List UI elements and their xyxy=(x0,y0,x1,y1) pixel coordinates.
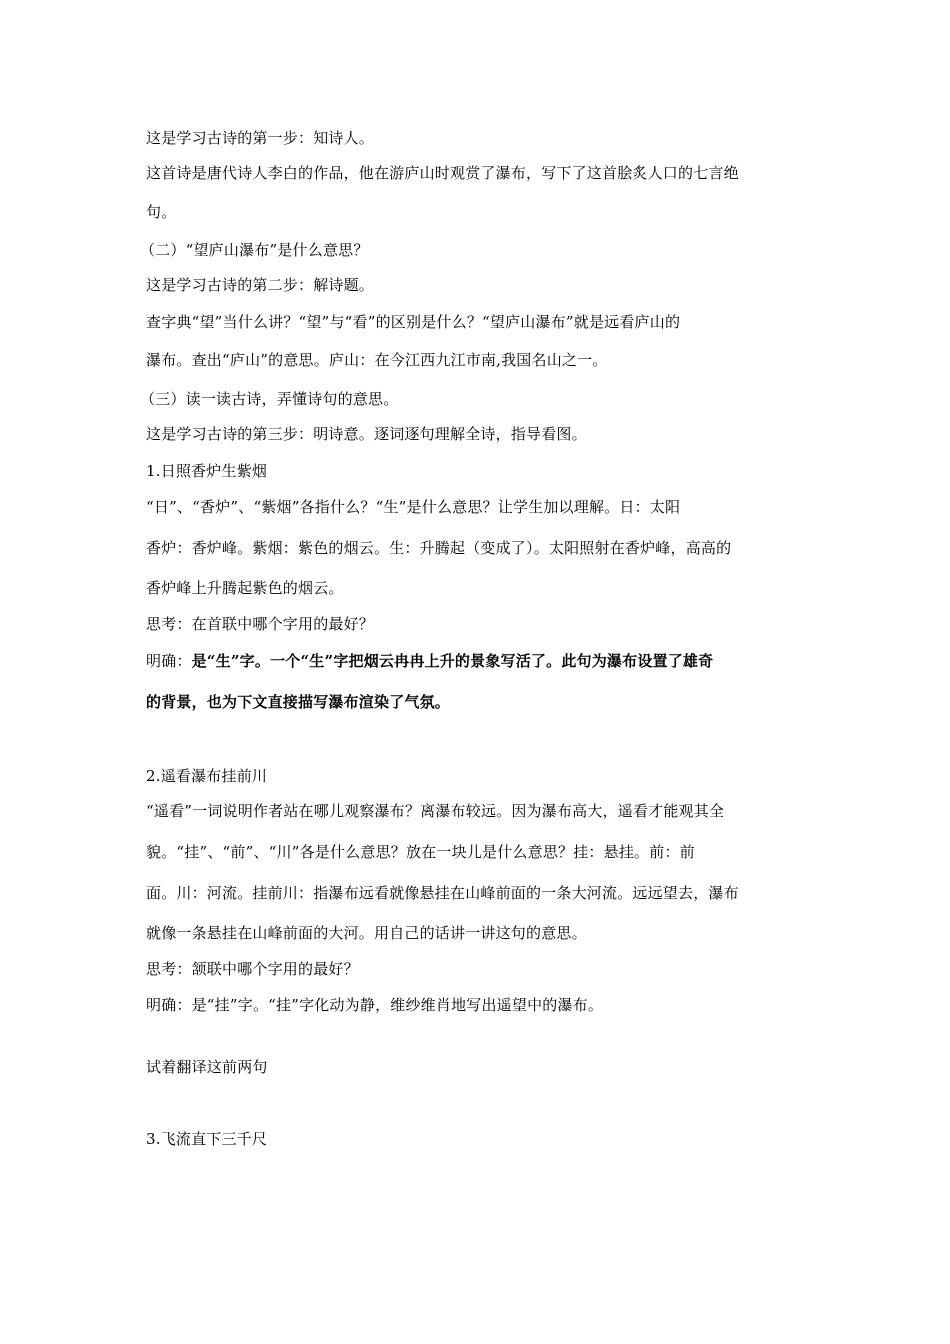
paragraph-line: 面。川：河流。挂前川：指瀑布远看就像悬挂在山峰前面的一条大河流。远远望去，瀑布 xyxy=(146,884,739,902)
paragraph-line: 这首诗是唐代诗人李白的作品，他在游庐山时观赏了瀑布，写下了这首脍炙人口的七言绝 xyxy=(146,164,739,182)
paragraph-line: 这是学习古诗的第三步：明诗意。逐词逐句理解全诗，指导看图。 xyxy=(146,425,587,443)
paragraph-line: 这是学习古诗的第一步：知诗人。 xyxy=(146,129,375,147)
answer-line xyxy=(146,651,713,671)
paragraph-line: 貌。“挂”、“前”、“川”各是什么意思？放在一块儿是什么意思？挂：悬挂。前：前 xyxy=(146,843,695,861)
paragraph-line: 思考：在首联中哪个字用的最好？ xyxy=(146,615,375,633)
answer-bold-text: 的背景，也为下文直接描写瀑布渲染了气氛。 xyxy=(146,693,451,711)
paragraph-line: 明确：是“挂”字。“挂”字化动为静，维纱维肖地写出遥望中的瀑布。 xyxy=(146,996,604,1014)
paragraph-line: “遥看”一词说明作者站在哪儿观察瀑布？离瀑布较远。因为瀑布高大，遥看才能观其全 xyxy=(146,802,725,820)
poem-line-heading: 1.日照香炉生紫烟 xyxy=(146,462,268,480)
answer-bold-text: 是“生”字。一个“生”字把烟云冉冉上升的景象写活了。此句为瀑布设置了雄奇 xyxy=(191,652,714,670)
paragraph-line: “日”、“香炉”、“紫烟”各指什么？“生”是什么意思？让学生加以理解。日：太阳 xyxy=(146,498,681,516)
paragraph-line: 查字典“望”当什么讲？“望”与“看”的区别是什么？“望庐山瀑布”就是远看庐山的 xyxy=(146,313,681,331)
section-heading: （三）读一读古诗，弄懂诗句的意思。 xyxy=(140,390,399,408)
paragraph-line: 试着翻译这前两句 xyxy=(146,1058,268,1076)
paragraph-line: 香炉：香炉峰。紫烟：紫色的烟云。生：升腾起（变成了）。太阳照射在香炉峰，高高的 xyxy=(146,539,732,557)
paragraph-line: 思考：颔联中哪个字用的最好？ xyxy=(146,960,359,978)
paragraph-line: 句。 xyxy=(146,203,177,221)
section-heading: （二）“望庐山瀑布”是什么意思？ xyxy=(140,241,369,259)
poem-line-heading: 2.遥看瀑布挂前川 xyxy=(146,767,268,785)
paragraph-line: 这是学习古诗的第二步：解诗题。 xyxy=(146,276,375,294)
poem-line-heading: 3.飞流直下三千尺 xyxy=(146,1130,268,1148)
paragraph-line: 香炉峰上升腾起紫色的烟云。 xyxy=(146,579,344,597)
answer-label: 明确： xyxy=(146,652,192,670)
paragraph-line: 就像一条悬挂在山峰前面的大河。用自己的话讲一讲这句的意思。 xyxy=(146,924,587,942)
paragraph-line: 瀑布。查出“庐山”的意思。庐山：在今江西九江市南,我国名山之一。 xyxy=(146,351,608,369)
